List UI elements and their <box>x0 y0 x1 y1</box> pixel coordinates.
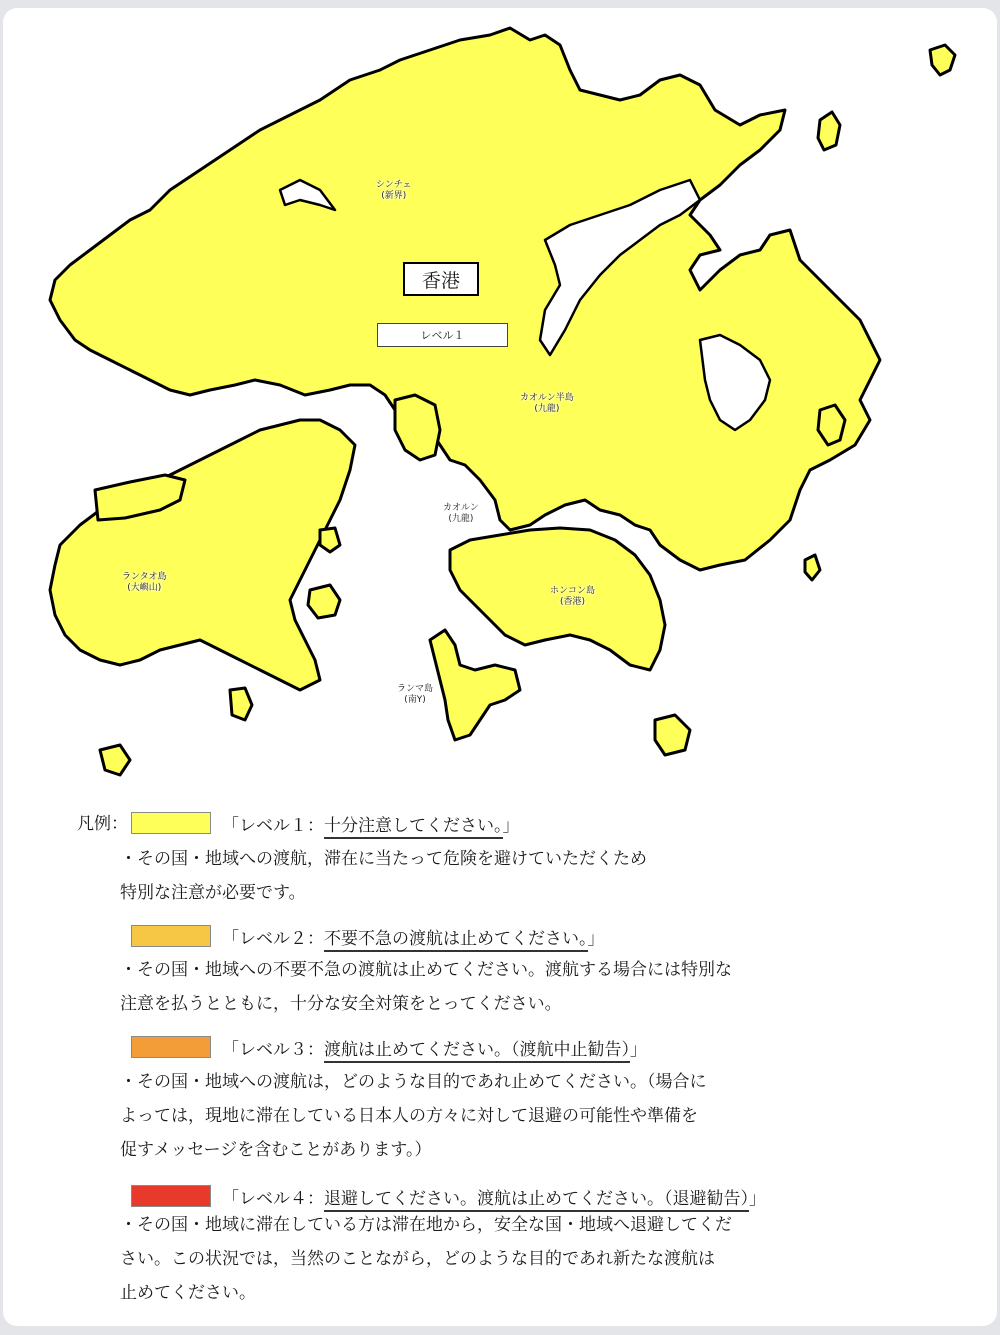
small-island <box>308 585 340 618</box>
place-label-lantau <box>122 572 167 594</box>
level-1-title <box>222 808 520 844</box>
place-label-hong-kong-island <box>550 586 595 608</box>
small-island <box>100 745 130 775</box>
level-4-description <box>120 1208 920 1310</box>
place-label-new-territories <box>376 180 412 202</box>
level-4-swatch <box>131 1185 211 1207</box>
level-2-underlined: 不要不急の渡航は止めてください。 <box>324 929 588 952</box>
place-sub: (南Y) <box>404 695 426 705</box>
small-island <box>230 688 252 720</box>
level-3-suffix: 」 <box>630 1040 647 1060</box>
place-label-kowloon <box>443 503 479 525</box>
level-label: レベル１ <box>377 323 508 347</box>
place-sub: (新界) <box>381 191 407 201</box>
place-name: ランタオ島 <box>122 572 167 582</box>
desc-line: よっては，現地に滞在している日本人の方々に対して退避の可能性や準備を <box>120 1106 698 1126</box>
level-1-underlined: 十分注意してください。 <box>324 816 503 839</box>
small-island <box>655 715 690 755</box>
legend-label: 凡例： <box>77 814 128 834</box>
small-island <box>818 112 840 150</box>
place-name: カオルン <box>443 503 479 513</box>
desc-line: ・その国・地域への渡航は，どのような目的であれ止めてください。（場合に <box>120 1072 707 1092</box>
advisory-card <box>3 8 997 1326</box>
level-1-description <box>120 842 920 910</box>
place-sub: (九龍) <box>534 404 560 414</box>
desc-line: ・その国・地域への渡航，滞在に当たって危険を避けていただくため <box>120 849 647 869</box>
country-label: 香港 <box>403 262 479 296</box>
desc-line: 特別な注意が必要です。 <box>120 883 306 903</box>
level-4-prefix: 「レベル４： <box>222 1189 324 1209</box>
place-label-kowloon-peninsula <box>520 393 574 415</box>
desc-line: 止めてください。 <box>120 1283 256 1303</box>
lamma-island <box>430 630 520 740</box>
level-3-underlined: 渡航は止めてください。（渡航中止勧告） <box>324 1040 630 1063</box>
level-2-prefix: 「レベル２： <box>222 929 324 949</box>
level-2-swatch <box>131 925 211 947</box>
level-3-title <box>222 1032 647 1068</box>
level-4-underlined: 退避してください。渡航は止めてください。（退避勧告） <box>324 1189 749 1212</box>
level-2-title <box>222 921 605 957</box>
desc-line: 注意を払うとともに，十分な安全対策をとってください。 <box>120 994 562 1014</box>
level-2-suffix: 」 <box>587 929 605 949</box>
level-2-description <box>120 953 920 1021</box>
desc-line: ・その国・地域に滞在している方は滞在地から，安全な国・地域へ退避してくだ <box>120 1215 732 1235</box>
place-sub: (大嶼山) <box>127 583 162 593</box>
level-1-swatch <box>131 812 211 834</box>
small-island <box>320 528 340 552</box>
place-name: カオルン半島 <box>520 393 574 403</box>
level-1-prefix: 「レベル１： <box>222 816 324 836</box>
level-4-suffix: 」 <box>749 1189 766 1209</box>
desc-line: ・その国・地域への不要不急の渡航は止めてください。渡航する場合には特別な <box>120 960 732 980</box>
place-label-lamma <box>397 684 433 706</box>
lantau-island <box>50 420 355 690</box>
small-island <box>805 555 820 580</box>
tsing-yi-island <box>395 395 440 460</box>
level-3-description <box>120 1065 920 1167</box>
desc-line: 促すメッセージを含むことがあります。） <box>120 1140 432 1160</box>
level-3-prefix: 「レベル３： <box>222 1040 324 1060</box>
small-island <box>930 45 955 75</box>
level-1-suffix: 」 <box>502 816 520 836</box>
place-name: シンチェ <box>376 180 412 190</box>
place-sub: (香港) <box>559 597 586 607</box>
level-3-swatch <box>131 1036 211 1058</box>
place-name: ホンコン島 <box>550 586 596 596</box>
hong-kong-map <box>3 8 997 790</box>
desc-line: さい。この状況では，当然のことながら，どのような目的であれ新たな渡航は <box>120 1249 715 1269</box>
place-name: ランマ島 <box>397 684 434 694</box>
place-sub: (九龍) <box>448 514 474 524</box>
